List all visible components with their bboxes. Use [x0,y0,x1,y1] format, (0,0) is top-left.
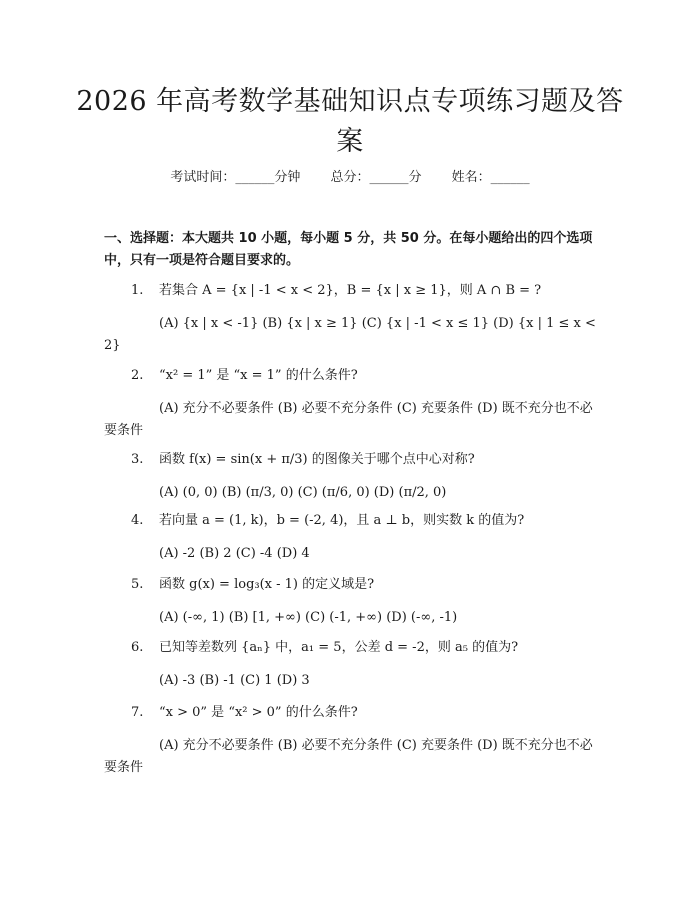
page-title: 2026 年高考数学基础知识点专项练习题及答案 [76,86,624,157]
question-1 [104,280,600,357]
question-number: 4. [131,513,144,528]
time-unit: 分钟 [274,170,301,185]
question-number: 3. [131,452,144,467]
question-7 [104,702,600,779]
question-stem: “x² = 1” 是 “x = 1” 的什么条件? [159,368,358,383]
question-options: (A) -2 (B) 2 (C) -4 (D) 4 [159,546,310,561]
question-stem: “x > 0” 是 “x² > 0” 的什么条件? [159,705,358,720]
question-3 [104,449,600,504]
question-number: 7. [131,705,144,720]
question-options: (A) -3 (B) -1 (C) 1 (D) 3 [159,673,310,688]
section-heading: 一、选择题：本大题共 10 小题，每小题 5 分，共 50 分。在每小题给出的四个选项中，只有一项是符合题目要求的。 [104,231,593,268]
question-5 [104,574,600,629]
question-options: (A) (-∞, 1) (B) [1, +∞) (C) (-1, +∞) (D) (-∞, -1) [159,610,458,625]
question-2 [104,365,600,442]
question-options: (A) 充分不必要条件 (B) 必要不充分条件 (C) 充要条件 (D) 既不充分也不必要条件 [104,738,593,775]
name-label: 姓名： [451,170,491,185]
score-blank: ______ [369,170,409,185]
question-number: 6. [131,640,144,655]
name-blank: ______ [490,170,530,185]
time-label: 考试时间： [170,170,236,185]
question-4 [104,510,600,565]
exam-meta-line [0,168,700,188]
question-stem: 已知等差数列 {aₙ} 中，a₁ = 5，公差 d = -2，则 a₅ 的值为? [159,640,519,655]
score-unit: 分 [408,170,422,185]
time-blank: ______ [235,170,275,185]
question-stem: 若向量 a = (1, k)，b = (-2, 4)，且 a ⊥ b，则实数 k 的值为? [159,513,525,528]
question-number: 1. [131,283,144,298]
question-number: 5. [131,577,144,592]
question-stem: 若集合 A = {x | -1 < x < 2}，B = {x | x ≥ 1}，则 A ∩ B = ? [159,283,542,298]
question-stem: 函数 f(x) = sin(x + π/3) 的图像关于哪个点中心对称? [159,452,475,467]
question-stem: 函数 g(x) = log₃(x - 1) 的定义域是? [159,577,375,592]
question-options: (A) {x | x < -1} (B) {x | x ≥ 1} (C) {x | -1 < x ≤ 1} (D) {x | 1 ≤ x < 2} [104,316,596,353]
question-number: 2. [131,368,144,383]
question-6 [104,637,600,692]
question-options: (A) (0, 0) (B) (π/3, 0) (C) (π/6, 0) (D) (π/2, 0) [159,485,447,500]
question-options: (A) 充分不必要条件 (B) 必要不充分条件 (C) 充要条件 (D) 既不充分也不必要条件 [104,401,593,438]
score-label: 总分： [330,170,370,185]
